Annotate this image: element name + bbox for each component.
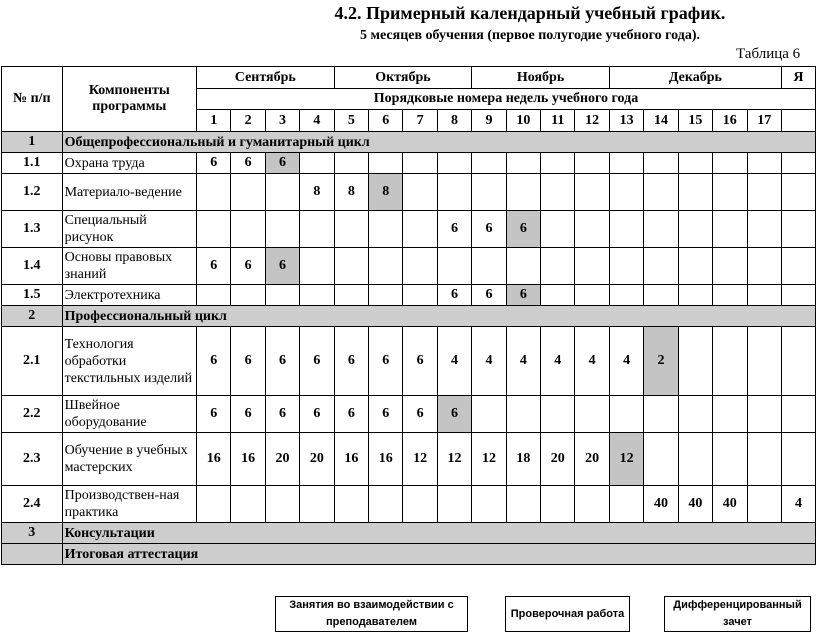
section-title: Общепрофессиональный и гуманитарный цикл: [62, 132, 815, 153]
hours-cell: 6: [197, 396, 231, 433]
hours-cell: 6: [231, 248, 265, 285]
hours-cell: [781, 327, 815, 396]
legend-differentiated-test: [664, 596, 811, 632]
hours-cell: [644, 285, 678, 306]
hours-cell: 6: [472, 211, 506, 248]
hours-cell: [541, 211, 575, 248]
month-september: Сентябрь: [197, 67, 335, 89]
hours-cell: [678, 327, 712, 396]
hours-cell: [747, 327, 781, 396]
hours-cell: 12: [609, 433, 643, 486]
hours-cell: 16: [369, 433, 403, 486]
hours-cell: [334, 211, 368, 248]
week-number-cell: 15: [678, 110, 712, 132]
hours-cell: [472, 486, 506, 523]
week-number-cell: 6: [369, 110, 403, 132]
hours-cell: 6: [334, 396, 368, 433]
page-title: 4.2. Примерный календарный учебный график.: [334, 3, 726, 23]
component-name: Швейное оборудование: [62, 396, 196, 433]
hours-cell: [781, 396, 815, 433]
hours-cell: 12: [437, 433, 471, 486]
row-number: 2.3: [2, 433, 63, 486]
hours-cell: [678, 153, 712, 174]
hours-cell: 40: [713, 486, 747, 523]
hours-cell: 6: [300, 396, 334, 433]
hours-cell: [575, 211, 609, 248]
hours-cell: [644, 396, 678, 433]
hours-cell: [747, 174, 781, 211]
hours-cell: 6: [369, 327, 403, 396]
hours-cell: [713, 396, 747, 433]
row-number: 3: [2, 523, 63, 544]
hours-cell: [644, 433, 678, 486]
hours-cell: 16: [334, 433, 368, 486]
hours-cell: [609, 211, 643, 248]
hours-cell: 20: [541, 433, 575, 486]
hours-cell: [609, 396, 643, 433]
hours-cell: [265, 285, 299, 306]
hours-cell: [334, 153, 368, 174]
row-number: 1.3: [2, 211, 63, 248]
hours-cell: [678, 285, 712, 306]
hours-cell: 6: [265, 248, 299, 285]
table-row: [2, 248, 816, 285]
hours-cell: 20: [575, 433, 609, 486]
week-number-cell: 3: [265, 110, 299, 132]
section-row: [2, 132, 816, 153]
component-name: Технология обработки текстильных изделий: [62, 327, 196, 396]
hours-cell: [369, 153, 403, 174]
hours-cell: 6: [197, 327, 231, 396]
week-number-cell: 2: [231, 110, 265, 132]
hours-cell: [231, 486, 265, 523]
header-num-col: № п/п: [2, 67, 63, 132]
row-number: 2: [2, 306, 63, 327]
hours-cell: 6: [231, 327, 265, 396]
hours-cell: [472, 153, 506, 174]
component-name: Электротехника: [62, 285, 196, 306]
hours-cell: 6: [231, 153, 265, 174]
hours-cell: [678, 174, 712, 211]
hours-cell: [644, 174, 678, 211]
legend-interaction-label: Занятия во взаимодействии с преподавателем: [289, 599, 454, 628]
hours-cell: [369, 248, 403, 285]
hours-cell: [334, 248, 368, 285]
hours-cell: [197, 486, 231, 523]
hours-cell: [781, 248, 815, 285]
hours-cell: [575, 174, 609, 211]
hours-cell: [265, 211, 299, 248]
hours-cell: 6: [197, 153, 231, 174]
hours-cell: [781, 285, 815, 306]
hours-cell: [747, 153, 781, 174]
hours-cell: 6: [437, 285, 471, 306]
hours-cell: [678, 211, 712, 248]
hours-cell: [644, 153, 678, 174]
hours-cell: 12: [472, 433, 506, 486]
week-number-cell: [781, 110, 815, 132]
week-number-cell: 11: [541, 110, 575, 132]
hours-cell: 6: [265, 153, 299, 174]
table-row: [2, 153, 816, 174]
hours-cell: [437, 486, 471, 523]
hours-cell: 2: [644, 327, 678, 396]
hours-cell: 12: [403, 433, 437, 486]
week-number-cell: 12: [575, 110, 609, 132]
row-number: 2.1: [2, 327, 63, 396]
hours-cell: [575, 486, 609, 523]
table-row: [2, 285, 816, 306]
row-number: 2.2: [2, 396, 63, 433]
hours-cell: 4: [437, 327, 471, 396]
hours-cell: [747, 433, 781, 486]
week-number-cell: 16: [713, 110, 747, 132]
week-number-cell: 10: [506, 110, 540, 132]
hours-cell: 6: [300, 327, 334, 396]
hours-cell: [678, 433, 712, 486]
hours-cell: [747, 248, 781, 285]
hours-cell: [747, 396, 781, 433]
section-row: [2, 306, 816, 327]
hours-cell: [713, 174, 747, 211]
hours-cell: [369, 285, 403, 306]
hours-cell: [403, 248, 437, 285]
hours-cell: [403, 285, 437, 306]
row-number: 1.4: [2, 248, 63, 285]
hours-cell: [300, 486, 334, 523]
table-number-label: Таблица 6: [736, 46, 801, 62]
hours-cell: 4: [781, 486, 815, 523]
hours-cell: 6: [506, 285, 540, 306]
month-january: Я: [781, 67, 815, 89]
legend-interaction: [275, 596, 468, 632]
hours-cell: [506, 486, 540, 523]
hours-cell: [747, 211, 781, 248]
week-number-cell: 1: [197, 110, 231, 132]
hours-cell: [231, 211, 265, 248]
hours-cell: [644, 248, 678, 285]
hours-cell: 4: [575, 327, 609, 396]
hours-cell: [713, 153, 747, 174]
hours-cell: [369, 211, 403, 248]
month-november: Ноябрь: [472, 67, 610, 89]
hours-cell: [781, 433, 815, 486]
component-name: Материало-ведение: [62, 174, 196, 211]
hours-cell: 40: [678, 486, 712, 523]
row-number: [2, 544, 63, 565]
hours-cell: [369, 486, 403, 523]
weeks-caption: Порядковые номера недель учебного года: [197, 89, 816, 110]
hours-cell: [541, 174, 575, 211]
hours-cell: [506, 396, 540, 433]
row-number: 1: [2, 132, 63, 153]
hours-cell: [506, 174, 540, 211]
hours-cell: [609, 153, 643, 174]
table-row: [2, 174, 816, 211]
hours-cell: [609, 285, 643, 306]
hours-cell: [575, 285, 609, 306]
month-october: Октябрь: [334, 67, 472, 89]
week-number-cell: 5: [334, 110, 368, 132]
hours-cell: 8: [300, 174, 334, 211]
hours-cell: [506, 153, 540, 174]
legend-differentiated-test-label: Дифференцированный зачет: [673, 599, 802, 628]
week-number-cell: 13: [609, 110, 643, 132]
hours-cell: [437, 153, 471, 174]
schedule-table: [1, 66, 816, 565]
table-row: [2, 486, 816, 523]
hours-cell: 4: [472, 327, 506, 396]
hours-cell: [781, 211, 815, 248]
hours-cell: [541, 486, 575, 523]
hours-cell: [403, 153, 437, 174]
hours-cell: [472, 174, 506, 211]
hours-cell: [403, 486, 437, 523]
hours-cell: [678, 248, 712, 285]
row-number: 1.1: [2, 153, 63, 174]
row-number: 2.4: [2, 486, 63, 523]
week-number-cell: 14: [644, 110, 678, 132]
hours-cell: 6: [437, 211, 471, 248]
hours-cell: [300, 285, 334, 306]
hours-cell: [575, 248, 609, 285]
hours-cell: 6: [506, 211, 540, 248]
hours-cell: [713, 327, 747, 396]
section-title: Итоговая аттестация: [62, 544, 815, 565]
table-row: [2, 211, 816, 248]
hours-cell: [747, 486, 781, 523]
hours-cell: 6: [403, 396, 437, 433]
hours-cell: 6: [197, 248, 231, 285]
hours-cell: 4: [541, 327, 575, 396]
hours-cell: [713, 248, 747, 285]
hours-cell: [300, 211, 334, 248]
hours-cell: [609, 486, 643, 523]
hours-cell: [231, 174, 265, 211]
hours-cell: [265, 486, 299, 523]
hours-cell: [713, 211, 747, 248]
hours-cell: [506, 248, 540, 285]
hours-cell: [644, 211, 678, 248]
hours-cell: [781, 153, 815, 174]
hours-cell: 40: [644, 486, 678, 523]
hours-cell: [300, 248, 334, 285]
hours-cell: [472, 248, 506, 285]
hours-cell: 6: [369, 396, 403, 433]
hours-cell: [541, 285, 575, 306]
hours-cell: [403, 211, 437, 248]
section-row: [2, 544, 816, 565]
hours-cell: [300, 153, 334, 174]
hours-cell: [575, 153, 609, 174]
hours-cell: 20: [300, 433, 334, 486]
hours-cell: [781, 174, 815, 211]
legend-check-work: [505, 596, 630, 632]
hours-cell: [575, 396, 609, 433]
hours-cell: [197, 211, 231, 248]
hours-cell: [334, 486, 368, 523]
page-subtitle: 5 месяцев обучения (первое полугодие учебного года).: [360, 28, 700, 43]
hours-cell: 20: [265, 433, 299, 486]
month-december: Декабрь: [609, 67, 781, 89]
hours-cell: 8: [369, 174, 403, 211]
hours-cell: [437, 174, 471, 211]
week-number-cell: 17: [747, 110, 781, 132]
hours-cell: 4: [506, 327, 540, 396]
component-name: Обучение в учебных мастерских: [62, 433, 196, 486]
hours-cell: 16: [231, 433, 265, 486]
hours-cell: [403, 174, 437, 211]
component-name: Основы правовых знаний: [62, 248, 196, 285]
hours-cell: 8: [334, 174, 368, 211]
hours-cell: 6: [231, 396, 265, 433]
hours-cell: [713, 433, 747, 486]
hours-cell: [609, 174, 643, 211]
week-number-cell: 7: [403, 110, 437, 132]
row-number: 1.5: [2, 285, 63, 306]
hours-cell: [231, 285, 265, 306]
component-name: Охрана труда: [62, 153, 196, 174]
week-number-cell: 8: [437, 110, 471, 132]
component-name: Специальный рисунок: [62, 211, 196, 248]
hours-cell: 6: [265, 327, 299, 396]
hours-cell: [541, 153, 575, 174]
header-components-col: Компоненты программы: [62, 67, 196, 132]
week-number-cell: 4: [300, 110, 334, 132]
hours-cell: [472, 396, 506, 433]
hours-cell: [609, 248, 643, 285]
section-row: [2, 523, 816, 544]
hours-cell: [197, 285, 231, 306]
table-row: [2, 396, 816, 433]
hours-cell: 4: [609, 327, 643, 396]
hours-cell: [678, 396, 712, 433]
hours-cell: 6: [403, 327, 437, 396]
row-number: 1.2: [2, 174, 63, 211]
section-title: Консультации: [62, 523, 815, 544]
hours-cell: [713, 285, 747, 306]
table-row: [2, 327, 816, 396]
legend-check-work-label: Проверочная работа: [510, 607, 625, 620]
hours-cell: 6: [472, 285, 506, 306]
hours-cell: [747, 285, 781, 306]
week-number-cell: 9: [472, 110, 506, 132]
section-title: Профессиональный цикл: [62, 306, 815, 327]
hours-cell: 6: [265, 396, 299, 433]
hours-cell: [265, 174, 299, 211]
hours-cell: [437, 248, 471, 285]
hours-cell: [334, 285, 368, 306]
hours-cell: 18: [506, 433, 540, 486]
table-row: [2, 433, 816, 486]
hours-cell: 6: [334, 327, 368, 396]
hours-cell: [197, 174, 231, 211]
hours-cell: [541, 396, 575, 433]
hours-cell: 16: [197, 433, 231, 486]
hours-cell: [541, 248, 575, 285]
component-name: Производствен-ная практика: [62, 486, 196, 523]
hours-cell: 6: [437, 396, 471, 433]
